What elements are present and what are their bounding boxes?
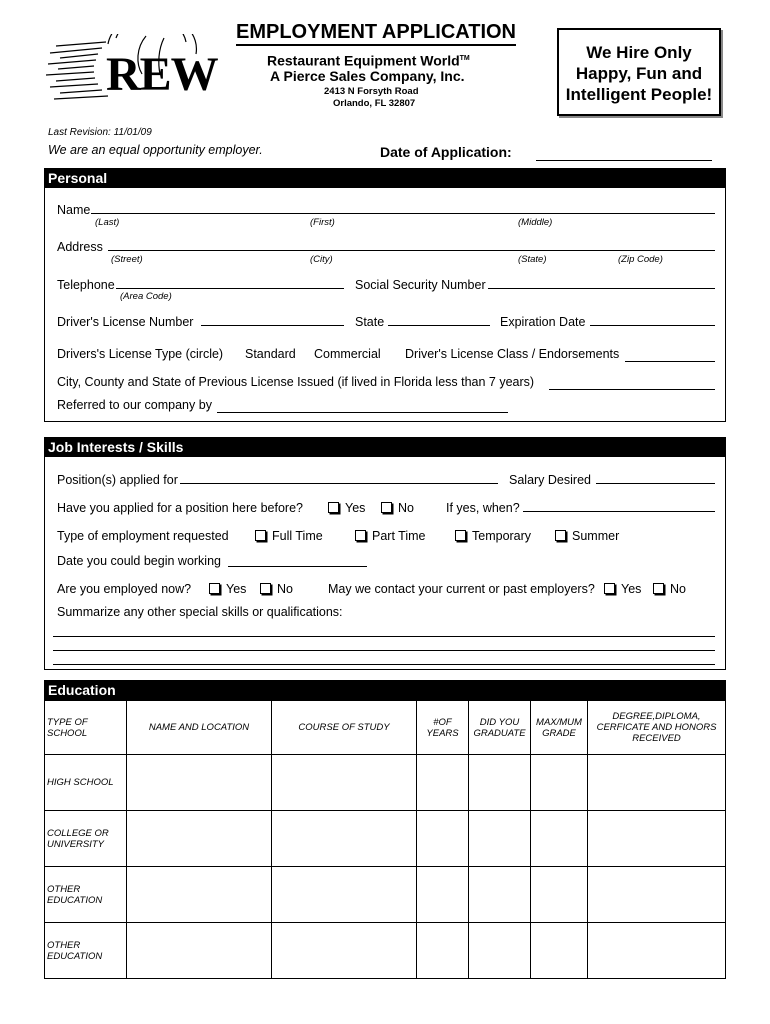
table-cell[interactable]	[127, 923, 272, 979]
applied-no-label: No	[398, 501, 414, 515]
expiration-input[interactable]	[590, 325, 715, 326]
expiration-label: Expiration Date	[500, 315, 586, 329]
table-cell[interactable]	[417, 867, 469, 923]
dl-number-label: Driver's License Number	[57, 315, 194, 329]
address-label: Address	[57, 240, 103, 254]
contact-no-label: No	[670, 582, 686, 596]
ssn-label: Social Security Number	[355, 278, 486, 292]
table-cell[interactable]	[469, 867, 531, 923]
table-cell[interactable]	[531, 867, 588, 923]
page-title: EMPLOYMENT APPLICATION	[236, 20, 516, 46]
positions-label: Position(s) applied for	[57, 473, 178, 487]
table-cell[interactable]	[417, 923, 469, 979]
skills-label: Summarize any other special skills or qualifications:	[57, 605, 343, 619]
checkbox-icon[interactable]	[209, 583, 220, 594]
full-time-label: Full Time	[272, 529, 323, 543]
col-years: #OF YEARS	[417, 701, 469, 755]
logo-text: REW	[106, 48, 218, 101]
contact-yes-label: Yes	[621, 582, 642, 596]
checkbox-icon[interactable]	[381, 502, 392, 513]
table-cell[interactable]	[531, 923, 588, 979]
employed-yes-label: Yes	[226, 582, 247, 596]
row-label-college: COLLEGE OR UNIVERSITY	[45, 811, 127, 867]
row-label-other-2: OTHER EDUCATION	[45, 923, 127, 979]
checkbox-icon[interactable]	[653, 583, 664, 594]
skills-line-3[interactable]	[53, 664, 715, 665]
summer-option[interactable]	[555, 529, 619, 543]
addr-zip-hint: (Zip Code)	[618, 254, 663, 265]
table-cell[interactable]	[588, 867, 726, 923]
address-input[interactable]	[108, 250, 715, 251]
employed-now-label: Are you employed now?	[57, 582, 192, 596]
education-table	[44, 700, 726, 979]
dl-number-input[interactable]	[201, 325, 344, 326]
col-grade: MAX/MUM GRADE	[531, 701, 588, 755]
dl-state-label: State	[355, 315, 385, 329]
addr-street-hint: (Street)	[111, 254, 143, 265]
job-header: Job Interests / Skills	[44, 437, 726, 457]
name-last-hint: (Last)	[95, 217, 120, 228]
education-header-row	[45, 701, 726, 755]
part-time-option[interactable]	[355, 529, 426, 543]
education-header: Education	[44, 680, 726, 700]
table-cell[interactable]	[588, 755, 726, 811]
table-cell[interactable]	[588, 923, 726, 979]
addr-state-hint: (State)	[518, 254, 547, 265]
employed-yes-option[interactable]	[209, 582, 246, 596]
full-time-option[interactable]	[255, 529, 323, 543]
table-row	[45, 755, 726, 811]
slogan-box	[557, 28, 721, 116]
address-line1: 2413 N Forsyth Road	[324, 86, 419, 97]
table-cell[interactable]	[469, 811, 531, 867]
table-cell[interactable]	[272, 923, 417, 979]
contact-label: May we contact your current or past employers?	[328, 582, 595, 596]
col-type-of-school: TYPE OF SCHOOL	[45, 701, 127, 755]
ssn-input[interactable]	[488, 288, 715, 289]
name-label: Name	[57, 203, 91, 217]
slogan-line3: Intelligent People!	[565, 85, 713, 104]
trademark: TM	[459, 55, 470, 62]
table-row	[45, 867, 726, 923]
table-cell[interactable]	[531, 811, 588, 867]
dl-state-input[interactable]	[388, 325, 490, 326]
name-middle-hint: (Middle)	[518, 217, 553, 228]
table-cell[interactable]	[588, 811, 726, 867]
row-label-high-school: HIGH SCHOOL	[45, 755, 127, 811]
employment-type-label: Type of employment requested	[57, 529, 229, 543]
applied-yes-option[interactable]	[328, 501, 365, 515]
table-cell[interactable]	[417, 755, 469, 811]
skills-line-1[interactable]	[53, 636, 715, 637]
salary-input[interactable]	[596, 483, 715, 484]
last-revision: Last Revision: 11/01/09	[48, 127, 152, 138]
table-row	[45, 923, 726, 979]
applied-yes-label: Yes	[345, 501, 366, 515]
table-cell[interactable]	[417, 811, 469, 867]
summer-label: Summer	[572, 529, 620, 543]
prev-license-input[interactable]	[549, 389, 715, 390]
address-line2: Orlando, FL 32807	[333, 98, 416, 109]
contact-no-option[interactable]	[653, 582, 686, 596]
part-time-label: Part Time	[372, 529, 426, 543]
date-input[interactable]	[536, 160, 712, 161]
dl-type-label: Drivers's License Type (circle)	[57, 347, 224, 361]
table-row	[45, 811, 726, 867]
parent-company: A Pierce Sales Company, Inc.	[270, 68, 465, 84]
checkbox-icon[interactable]	[355, 530, 366, 541]
name-input[interactable]	[91, 213, 715, 214]
slogan-line2: Happy, Fun and	[575, 64, 703, 83]
employed-no-option[interactable]	[260, 582, 293, 596]
col-degree: DEGREE,DIPLOMA, CERFICATE AND HONORS RECEIVED	[588, 701, 726, 755]
salary-label: Salary Desired	[509, 473, 591, 487]
table-cell[interactable]	[272, 811, 417, 867]
start-date-input[interactable]	[228, 566, 367, 567]
prev-license-label: City, County and State of Previous License Issued (if lived in Florida less than 7 years)	[57, 375, 535, 389]
table-cell[interactable]	[272, 867, 417, 923]
skills-line-2[interactable]	[53, 650, 715, 651]
col-graduate: DID YOU GRADUATE	[469, 701, 531, 755]
personal-header: Personal	[44, 168, 726, 188]
telephone-input[interactable]	[116, 288, 344, 289]
checkbox-icon[interactable]	[328, 502, 339, 513]
row-label-other-1: OTHER EDUCATION	[45, 867, 127, 923]
table-cell[interactable]	[127, 867, 272, 923]
table-cell[interactable]	[127, 811, 272, 867]
company-name-text: Restaurant Equipment World	[267, 52, 460, 69]
checkbox-icon[interactable]	[260, 583, 271, 594]
telephone-label: Telephone	[57, 278, 115, 292]
employed-no-label: No	[277, 582, 293, 596]
dl-type-commercial[interactable]: Commercial	[314, 347, 381, 361]
table-cell[interactable]	[469, 755, 531, 811]
if-yes-label: If yes, when?	[446, 501, 520, 515]
checkbox-icon[interactable]	[604, 583, 615, 594]
table-cell[interactable]	[531, 755, 588, 811]
temporary-option[interactable]	[455, 529, 531, 543]
table-cell[interactable]	[127, 755, 272, 811]
start-date-label: Date you could begin working	[57, 554, 221, 568]
contact-yes-option[interactable]	[604, 582, 641, 596]
date-label: Date of Application:	[380, 144, 512, 160]
checkbox-icon[interactable]	[555, 530, 566, 541]
referred-input[interactable]	[217, 412, 508, 413]
referred-label: Referred to our company by	[57, 398, 212, 412]
slogan-line1: We Hire Only	[586, 43, 692, 62]
table-cell[interactable]	[469, 923, 531, 979]
addr-city-hint: (City)	[310, 254, 333, 265]
name-first-hint: (First)	[310, 217, 335, 228]
table-cell[interactable]	[272, 755, 417, 811]
eeo-statement: We are an equal opportunity employer.	[48, 143, 263, 157]
checkbox-icon[interactable]	[455, 530, 466, 541]
col-name-location: NAME AND LOCATION	[127, 701, 272, 755]
dl-type-standard[interactable]: Standard	[245, 347, 296, 361]
area-code-hint: (Area Code)	[120, 291, 172, 302]
temporary-label: Temporary	[472, 529, 532, 543]
col-course-of-study: COURSE OF STUDY	[272, 701, 417, 755]
applied-before-label: Have you applied for a position here before?	[57, 501, 303, 515]
applied-no-option[interactable]	[381, 501, 414, 515]
dl-class-label: Driver's License Class / Endorsements	[405, 347, 620, 361]
company-name	[267, 50, 470, 70]
if-yes-input[interactable]	[523, 511, 715, 512]
checkbox-icon[interactable]	[255, 530, 266, 541]
dl-class-input[interactable]	[625, 361, 715, 362]
positions-input[interactable]	[180, 483, 498, 484]
